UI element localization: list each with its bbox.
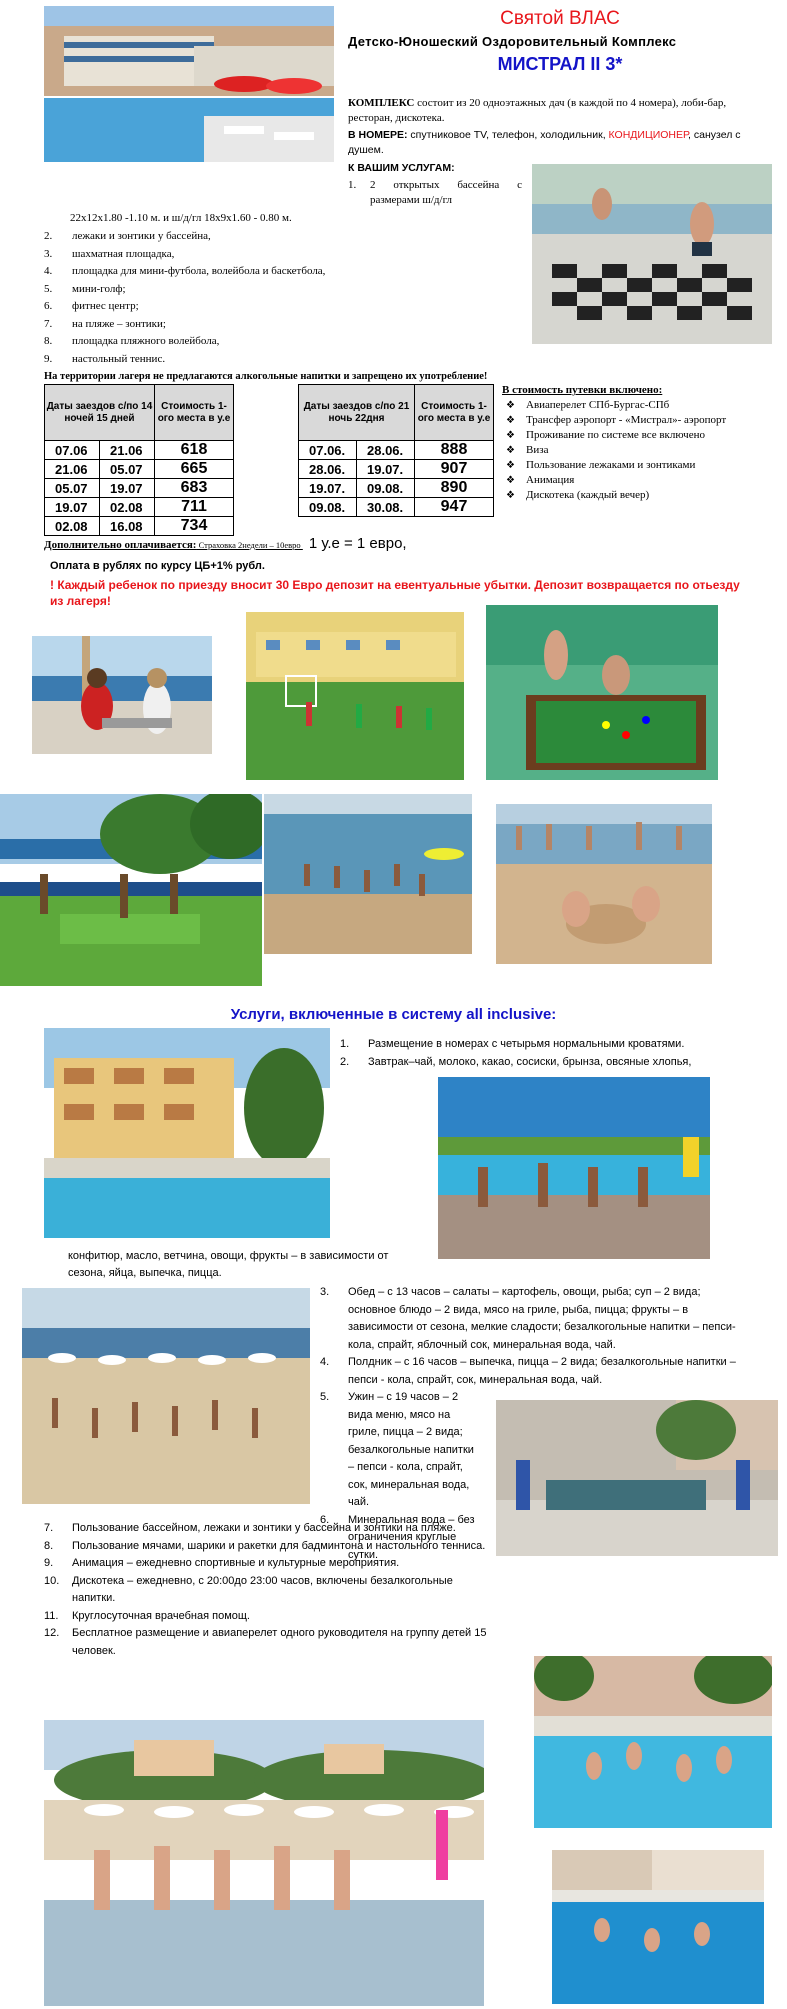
service-item: 10. Дискотека – ежедневно, с 20:00до 23:00 часов, включены безалкогольные напитки. — [44, 1574, 453, 1604]
resort-pool-photo — [44, 1028, 330, 1238]
service-item: 1. Размещение в номерах с четырьмя нормальными кроватями. — [340, 1038, 685, 1050]
amenity-item-1: 1. 2 открытых бассейна с размерами ш/д/гл — [348, 179, 522, 206]
beach-group-photo — [44, 1720, 484, 2006]
table2-price-header: Стоимость 1-ого места в у.е — [415, 385, 494, 441]
included-item: ❖ Виза — [506, 444, 549, 456]
included-item: ❖ Авиаперелет СПб-Бургас-СПб — [506, 399, 670, 411]
table-row: 07.06. 28.06. 888 — [299, 441, 494, 460]
pool-tug-of-war-photo — [438, 1077, 710, 1259]
girls-eating-photo — [32, 636, 212, 754]
giant-chess-photo — [532, 164, 772, 344]
amenity-item: 5. мини-голф; — [44, 282, 126, 295]
service-item: 4. Полдник – с 16 часов – выпечка, пицца – 2 вида; безалкогольные напитки – пепси - кола, спрайт, сок, минеральная вода, чай. — [320, 1356, 736, 1386]
service-item: 9. Анимация – ежедневно спортивные и культурные мероприятия. — [44, 1557, 400, 1569]
pool-party-photo — [552, 1850, 764, 2004]
table-row: 05.07 19.07 683 — [45, 479, 234, 498]
beach-dance-photo — [22, 1288, 310, 1504]
complex-name: МИСТРАЛ II 3* — [497, 54, 623, 74]
service-item: 12. Бесплатное размещение и авиаперелет одного руководителя на группу детей 15 человек. — [44, 1627, 487, 1657]
hotel-pool-photo — [44, 6, 334, 162]
included-title: В стоимость путевки включено: — [502, 384, 663, 396]
mini-football-photo — [246, 612, 464, 780]
complex-description: КОМПЛЕКС состоит из 20 одноэтажных дач (в каждой по 4 номера), лоби-бар, ресторан, дискотека. — [348, 97, 727, 124]
included-item: ❖ Анимация — [506, 474, 575, 486]
table2-dates-header: Даты заездов с/по 21 ночь 22дня — [299, 385, 415, 441]
mini-golf-photo — [0, 794, 262, 986]
service-2-continued: конфитюр, масло, ветчина, овощи, фрукты – в зависимости от сезона, яйца, выпечка, пицца. — [68, 1250, 389, 1279]
service-item: 5. Ужин – с 19 часов – 2 вида меню, мясо на гриле, пицца – 2 вида; безалкогольные напитки – пепси - кола, спрайт, сок, минеральная вода, чай. — [320, 1391, 474, 1508]
table-row: 21.06 05.07 665 — [45, 460, 234, 479]
included-item: ❖ Пользование лежаками и зонтиками — [506, 459, 696, 471]
service-item: 7. Пользование бассейном, лежаки и зонтики у бассейна и зонтики на пляже. — [44, 1522, 456, 1534]
table-row: 09.08. 30.08. 947 — [299, 498, 494, 517]
table-row: 28.06. 19.07. 907 — [299, 460, 494, 479]
table1-price-header: Стоимость 1-ого места в у.е — [155, 385, 234, 441]
page-subtitle: Детско-Юношеский Оздоровительный Комплекс — [348, 34, 677, 49]
included-list — [502, 398, 742, 503]
deposit-warning: ! Каждый ребенок по приезду вносит 30 Евро депозит на евентуальные убытки. Депозит возвращается по отьезду из лагеря! — [50, 578, 740, 608]
table-row: 19.07. 09.08. 890 — [299, 479, 494, 498]
amenities-list — [44, 228, 504, 368]
included-item: ❖ Проживание по системе все включено — [506, 429, 705, 441]
pool-dimensions: 22x12x1.80 -1.10 м. и ш/д/гл 18x9x1.60 - 0.80 м. — [70, 212, 292, 224]
included-section — [502, 384, 742, 503]
price-table-14-nights — [44, 384, 234, 536]
table-row: 19.07 02.08 711 — [45, 498, 234, 517]
payment-note: Оплата в рублях по курсу ЦБ+1% рубл. — [50, 560, 265, 572]
table1-dates-header: Даты заездов с/по 14 ночей 15 дней — [45, 385, 155, 441]
extra-payment: Дополнительно оплачивается: Страховка 2недели – 10евро 1 у.е = 1 евро, — [44, 535, 407, 552]
table-row: 07.06 21.06 618 — [45, 441, 234, 460]
beach-kids-photo — [264, 794, 472, 954]
services-label: К ВАШИМ УСЛУГАМ: — [348, 162, 455, 174]
all-inclusive-heading: Услуги, включенные в систему all inclusive: — [230, 1006, 557, 1023]
amenity-item: 3. шахматная площадка, — [44, 247, 175, 260]
amenity-item: 7. на пляже – зонтики; — [44, 317, 166, 330]
table-row: 02.08 16.08 734 — [45, 517, 234, 536]
amenity-item: 8. площадка пляжного волейбола, — [44, 335, 220, 347]
service-item: 11. Круглосуточная врачебная помощ. — [44, 1609, 250, 1622]
sandcastle-photo — [496, 804, 712, 964]
services-list-3 — [44, 1520, 496, 1660]
amenity-item: 6. фитнес центр; — [44, 300, 139, 312]
amenity-item: 2. лежаки и зонтики у бассейна, — [44, 230, 211, 242]
room-description: В НОМЕРЕ: спутниковое TV, телефон, холодильник, КОНДИЦИОНЕР, санузел с душем. — [348, 129, 741, 156]
alcohol-notice: На территории лагеря не предлагаются алкогольные напитки и запрещено их употребление! — [44, 371, 488, 382]
amenity-item: 4. площадка для мини-футбола, волейбола и баскетбола, — [44, 265, 326, 277]
services-list-1 — [340, 1036, 740, 1071]
service-item: 2. Завтрак–чай, молоко, какао, сосиски, брынза, овсяные хлопья, — [340, 1055, 692, 1068]
service-item: 6. Минеральная вода – без ограничения круглые сутки. — [320, 1513, 475, 1561]
included-item: ❖ Трансфер аэропорт - «Мистрал»- аэропорт — [506, 414, 727, 426]
amenity-item: 9. настольный теннис. — [44, 352, 166, 365]
price-table-21-nights — [298, 384, 494, 517]
service-item: 3. Обед – с 13 часов – салаты – картофель, овощи, рыба; суп – 2 вида; основное блюдо – 2 вида, мясо на гриле, рыба, пицца; фрукты – в зависимости от сезона, мелкие сладости; безалкогольные напитки – пепси-кола, спрайт, яблочный сок, минеральная вода, чай. — [320, 1286, 736, 1351]
pool-kids-photo — [534, 1656, 772, 1828]
billiards-photo — [486, 605, 718, 780]
table-tennis-photo — [496, 1400, 778, 1556]
service-item: 8. Пользование мячами, шарики и ракетки для бадминтона и настольного тенниса. — [44, 1539, 486, 1552]
page-title: Святой ВЛАС — [500, 8, 620, 29]
included-item: ❖ Дискотека (каждый вечер) — [506, 489, 650, 501]
